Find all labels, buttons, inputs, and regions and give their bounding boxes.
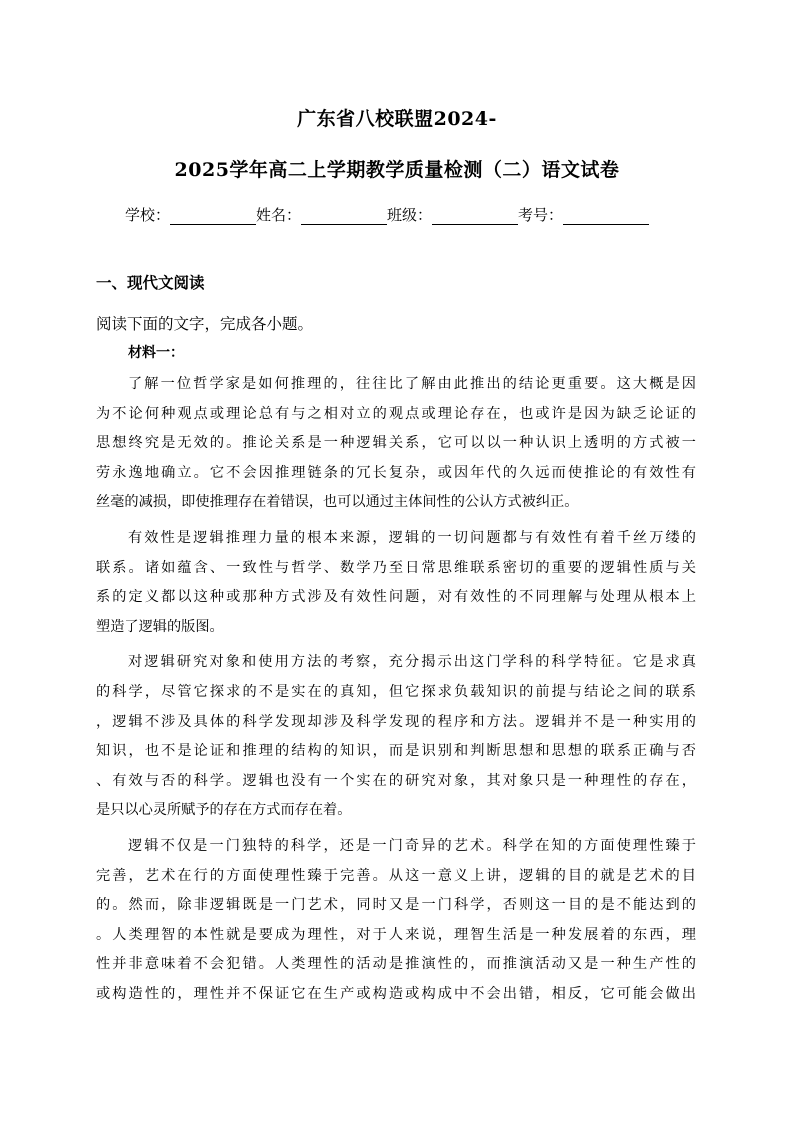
passage-line: 。人类理智的本性就是要成为理性，对于人来说，理智生活是一种发展着的东西，理	[96, 926, 696, 943]
passage-line: 有效性是逻辑推理力量的根本来源，逻辑的一切问题都与有效性有着千丝万缕的	[128, 529, 696, 546]
passage-line: 思想终究是无效的。推论关系是一种逻辑关系，它可以以一种认识上透明的方式被一	[96, 435, 696, 452]
passage-line: 知识，也不是论证和推理的结构的知识，而是识别和判断思想和思想的联系正确与否	[96, 743, 696, 760]
class-blank[interactable]	[432, 208, 518, 225]
name-field	[256, 204, 387, 225]
reading-passage	[96, 370, 696, 1015]
class-label: 班级：	[387, 206, 433, 224]
passage-line: 的科学，尽管它探求的不是实在的真知，但它探求负载知识的前提与结论之间的联系	[96, 683, 696, 700]
exam-number-field	[518, 204, 649, 225]
passage-line: 丝毫的减损，即使推理存在着错误，也可以通过主体间性的公认方式被纠正。	[96, 494, 579, 511]
passage-paragraph	[96, 524, 696, 642]
material-label: 材料一：	[128, 345, 184, 361]
passage-line: 、有效与否的科学。逻辑也没有一个实在的研究对象，其对象只是一种理性的存在，	[96, 772, 696, 789]
student-info-row	[125, 204, 685, 225]
passage-line: 劳永逸地确立。它不会因推理链条的冗长复杂，或因年代的久远而使推论的有效性有	[96, 464, 696, 481]
passage-line: 完善，艺术在行的方面使理性臻于完善。从这一意义上讲，逻辑的目的就是艺术的目	[96, 867, 696, 884]
exam-title-line2: 2025学年高二上学期教学质量检测（二）语文试卷	[174, 159, 620, 181]
passage-line: 或构造性的，理性并不保证它在生产或构造或构成中不会出错，相反，它可能会做出	[96, 985, 696, 1002]
exam-number-label: 考号：	[518, 206, 564, 224]
passage-line: 逻辑不仅是一门独特的科学，还是一门奇异的艺术。科学在知的方面使理性臻于	[128, 837, 696, 854]
passage-line: 系的定义都以这种或那种方式涉及有效性问题，对有效性的不同理解与处理从根本上	[96, 589, 696, 606]
passage-paragraph	[96, 832, 696, 1010]
passage-paragraph	[96, 648, 696, 826]
school-field	[125, 204, 256, 225]
passage-line: 的。然而，除非逻辑既是一门艺术，同时又是一门科学，否则这一目的是不能达到的	[96, 897, 696, 914]
passage-line: ，逻辑不涉及具体的科学发现却涉及科学发现的程序和方法。逻辑并不是一种实用的	[96, 713, 696, 730]
school-blank[interactable]	[170, 208, 256, 225]
school-label: 学校：	[125, 206, 171, 224]
reading-instruction: 阅读下面的文字，完成各小题。	[96, 315, 314, 333]
name-label: 姓名：	[256, 206, 302, 224]
passage-paragraph	[96, 370, 696, 518]
exam-title-line1: 广东省八校联盟2024-	[297, 108, 497, 130]
exam-number-blank[interactable]	[563, 208, 649, 225]
section-heading: 一、现代文阅读	[96, 274, 205, 292]
passage-line: 塑造了逻辑的版图。	[96, 618, 224, 635]
class-field	[387, 204, 518, 225]
passage-line: 了解一位哲学家是如何推理的，往往比了解由此推出的结论更重要。这大概是因	[128, 376, 696, 392]
passage-line: 是只以心灵所赋予的存在方式而存在着。	[96, 802, 352, 819]
passage-line: 为不论何种观点或理论总有与之相对立的观点或理论存在，也或许是因为缺乏论证的	[96, 405, 696, 422]
passage-line: 对逻辑研究对象和使用方法的考察，充分揭示出这门学科的科学特征。它是求真	[128, 654, 696, 671]
passage-line: 性并非意味着不会犯错。人类理性的活动是推演性的，而推演活动又是一种生产性的	[96, 956, 696, 973]
passage-line: 联系。诸如蕴含、一致性与哲学、数学乃至日常思维联系密切的重要的逻辑性质与关	[96, 559, 696, 576]
name-blank[interactable]	[301, 208, 387, 225]
